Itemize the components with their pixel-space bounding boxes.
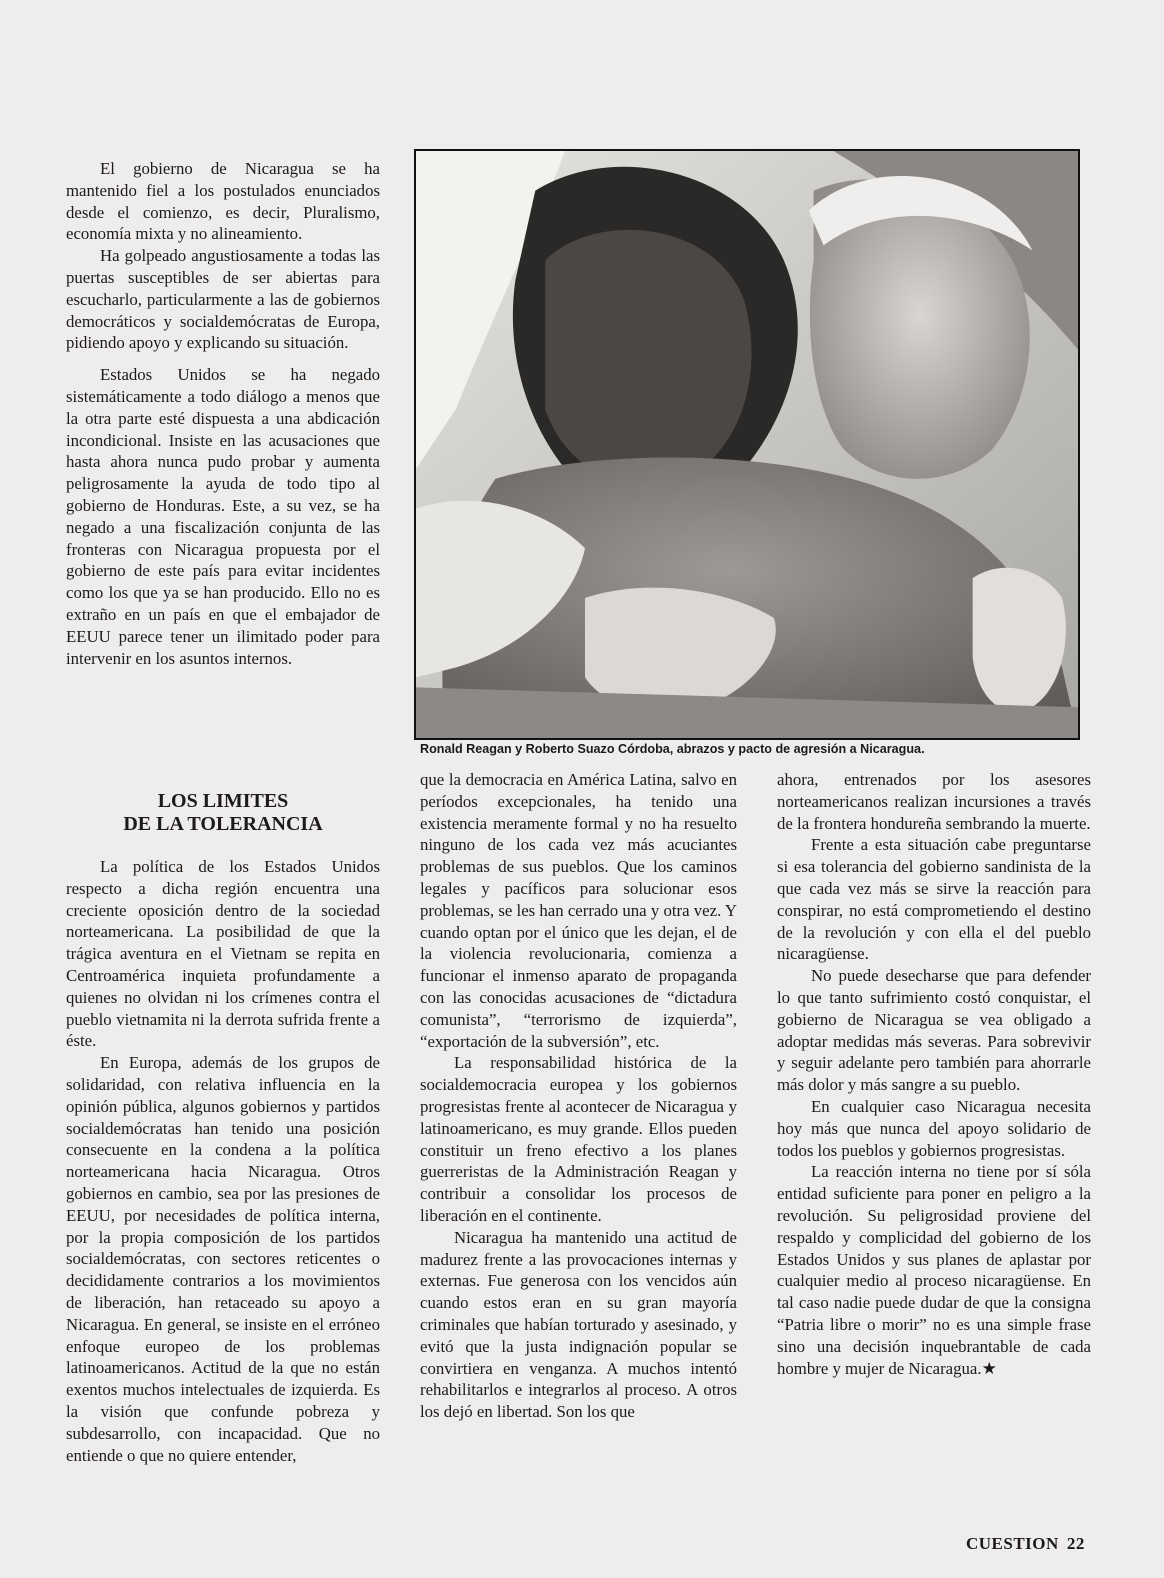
end-star-icon: ★: [981, 1358, 997, 1378]
paragraph: Ha golpeado angustiosamente a todas las puertas susceptibles de ser abiertas para escucharlo, particularmente a las de gobiernos democráticos y socialdemócratas de Europa, pidiendo apoyo y explicando su situación.: [66, 246, 380, 353]
paragraph: En Europa, además de los grupos de solidaridad, con relativa influencia en la opinión pública, algunos gobiernos y partidos socialdemócratas han tenido una posición consecuente en la condena a la política norteamericana hacia Nicaragua. Otros gobiernos en cambio, sea por las presiones de EEUU, por necesidades de política interna, por la propia composición de los partidos socialdemócratas, con sectores reticentes o decididamente contrarios a los movimientos de liberación, han retaceado su apoyo a Nicaragua. En general, se insiste en el erróneo enfoque europeo de los problemas latinoamericanos. Actitud de la que no están exentos muchos intelectuales de izquierda. Es la visión que confunde pobreza y subdesarrollo, con incapacidad. Que no entiende o que no quiere entender,: [66, 1053, 380, 1465]
paragraph: ahora, entrenados por los asesores norteamericanos realizan incursiones a través de la frontera hondureña sembrando la muerte.: [777, 770, 1091, 833]
heading-line: DE LA TOLERANCIA: [123, 813, 323, 835]
final-paragraph-text: La reacción interna no tiene por sí sóla entidad suficiente para poner en peligro a la revolución. Su peligrosidad proviene del respaldo y complicidad del gobierno de los Estados Unidos y sus planes de aplastar por cualquier medio al proceso nicaragüense. En tal caso nadie puede dudar de que la consigna “Patria libre o morir” no es una simple frase sino una decisión inquebrantable de cada hombre y mujer de Nicaragua.: [777, 1162, 1091, 1378]
paragraph: Frente a esta situación cabe preguntarse si esa tolerancia del gobierno sandinista de la que cada vez más se sirve la reacción para conspirar, no está comprometiendo el destino de la revolución y con ella el del pueblo nicaragüense.: [777, 835, 1091, 964]
heading-line: LOS LIMITES: [157, 790, 289, 812]
section-heading: [66, 790, 380, 836]
paragraph: El gobierno de Nicaragua se ha mantenido fiel a los postulados enunciados desde el comienzo, es decir, Pluralismo, economía mixta y no alineamiento.: [66, 159, 380, 244]
paragraph: En cualquier caso Nicaragua necesita hoy más que nunca del apoyo solidario de todos los pueblos y gobiernos progresistas.: [777, 1096, 1091, 1160]
paragraph: No puede desecharse que para defender lo que tanto sufrimiento costó conquistar, el gobierno de Nicaragua se vea obligado a adoptar medidas más severas. Para sobrevivir y seguir adelante pero también para ahorrarle más dolor y más sangre a su pueblo.: [777, 966, 1091, 1095]
photo-caption: Ronald Reagan y Roberto Suazo Córdoba, abrazos y pacto de agresión a Nicaragua.: [420, 742, 925, 756]
paragraph: Nicaragua ha mantenido una actitud de madurez frente a las provocaciones internas y externas. Fue generosa con los vencidos aún cuando estos eran en su gran mayoría criminales que habían torturado y asesinado, y evitó que la justa indignación popular se convirtiera en venganza. A muchos intentó rehabilitarlos e integrarlos al proceso. A otros los dejó en libertad. Son los que: [420, 1227, 737, 1422]
column-2: [420, 769, 737, 1423]
paragraph: [777, 1161, 1091, 1379]
page-number: 22: [1066, 1534, 1085, 1553]
photo-illustration: [416, 151, 1078, 738]
magazine-name: CUESTION: [966, 1534, 1059, 1553]
photo-reagan-suazo-embrace: [414, 149, 1080, 740]
paragraph: Estados Unidos se ha negado sistemáticamente a todo diálogo a menos que la otra parte esté dispuesta a una abdicación incondicional. Insiste en las acusaciones que hasta ahora nunca pudo probar y aumenta peligrosamente la ayuda de todo tipo al gobierno de Honduras. Este, a su vez, se ha negado a una fiscalización conjunta de las fronteras con Nicaragua propuesta por el gobierno de este país para evitar incidentes como los que ya se han producido. Ello no es extraño en un país en que el embajador de EEUU parece tener un ilimitado poder para intervenir en los asuntos internos.: [66, 365, 380, 668]
page-footer: [966, 1534, 1093, 1554]
paragraph: que la democracia en América Latina, salvo en períodos excepcionales, ha tenido una existencia meramente formal y no ha resuelto ninguno de los cada vez más acuciantes problemas de sus pueblos. Que los caminos legales y pacíficos para solucionar esos problemas, se les han cerrado una y otra vez. Y cuando optan por el único que les dejan, el de la violencia revolucionaria, comienza a funcionar el inmenso aparato de propaganda con las conocidas acusaciones de “dictadura comunista”, “terrorismo de izquierda”, “exportación de la subversión”, etc.: [420, 770, 737, 1051]
paragraph: La política de los Estados Unidos respecto a dicha región encuentra una creciente oposición dentro de la sociedad norteamericana. La posibilidad de que la trágica aventura en el Vietnam se repita en Centroamérica inquieta profundamente a quienes no olvidan ni los crímenes contra el pueblo vietnamita ni la derrota sufrida frente a éste.: [66, 857, 380, 1051]
column-1-top: [66, 158, 380, 669]
paragraph: La responsabilidad histórica de la socialdemocracia europea y los gobiernos progresistas frente al acontecer de Nicaragua y latinoamericano, es muy grande. Ellos pueden constituir un freno efectivo a los planes guerreristas de la Administración Reagan y contribuir a consolidar los procesos de liberación en el continente.: [420, 1053, 737, 1225]
column-3: [777, 769, 1091, 1379]
column-1-bottom: [66, 856, 380, 1466]
